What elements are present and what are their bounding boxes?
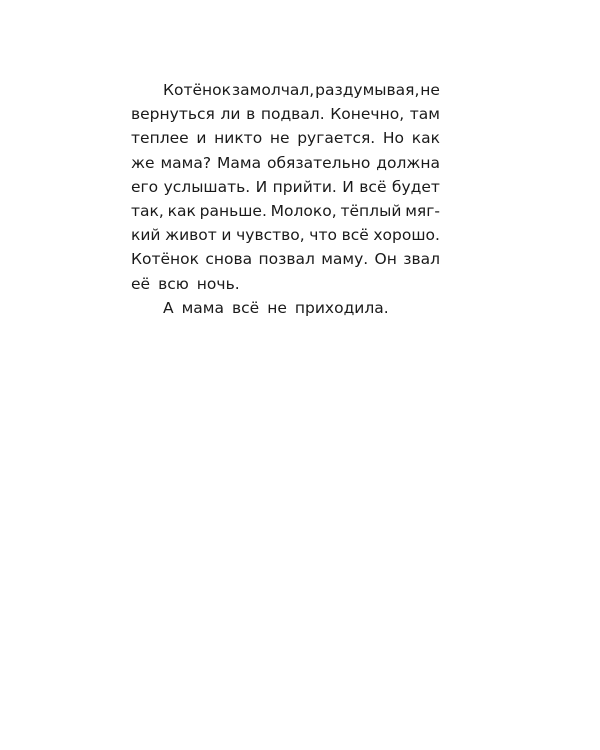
text-line [131,199,440,223]
text-line [131,223,440,247]
word: чувство, [236,226,305,245]
word: Молоко, [270,201,337,220]
word: мяг- [405,201,440,220]
word: вернуться [131,105,215,124]
word: И [342,177,354,196]
text-line [131,151,440,175]
word: снова [205,250,253,269]
word: всё [232,298,260,317]
word: Но [382,129,405,148]
word: мама? [160,153,212,172]
word: услышать. [163,177,251,196]
word: как [167,201,196,220]
word: Котёнок [131,250,200,269]
word: так, [131,201,164,220]
text-line [131,126,440,150]
word: не [420,81,440,99]
word: раньше. [199,201,267,220]
word: И [255,177,268,196]
word: мама [181,298,224,317]
word: раздумывая, [315,81,420,99]
text-line [131,247,440,271]
text-line [131,78,440,102]
text-line [131,175,440,199]
word: и [221,226,232,245]
text-line [131,272,440,296]
word: замолчал, [231,81,315,99]
word: живот [165,226,217,245]
word: не [269,129,290,148]
word: будет [391,177,440,196]
story-text [131,78,440,320]
word: и [196,129,207,148]
word: подвал. [260,105,325,124]
word: позвал [258,250,315,269]
word: прийти. [272,177,337,196]
word: никто [214,129,263,148]
text-line [131,102,440,126]
word: как [411,129,440,148]
word: должна [376,153,440,172]
word: не [267,298,287,317]
word: Конечно, [330,105,405,124]
word: там [409,105,440,124]
word: теплее [131,129,189,148]
word: всё [359,177,387,196]
text-line [131,296,440,320]
word: его [131,177,159,196]
word: маму. [321,250,369,269]
word: кий [131,226,161,245]
word: ли [220,105,241,124]
word: же [131,153,155,172]
word: в [246,105,256,124]
word: приходила. [294,298,389,317]
word: всю [158,274,189,293]
word: ночь. [196,274,240,293]
word: её [131,274,151,293]
word: Он [374,250,397,269]
word: Котёнок [163,81,232,99]
word: А [163,298,174,317]
word: звал [403,250,440,269]
word: ругается. [297,129,376,148]
word: обязательно [267,153,371,172]
word: хорошо. [373,226,440,245]
word: всё [341,226,369,245]
word: тёплый [340,201,402,220]
word: что [309,226,337,245]
word: Мама [217,153,262,172]
